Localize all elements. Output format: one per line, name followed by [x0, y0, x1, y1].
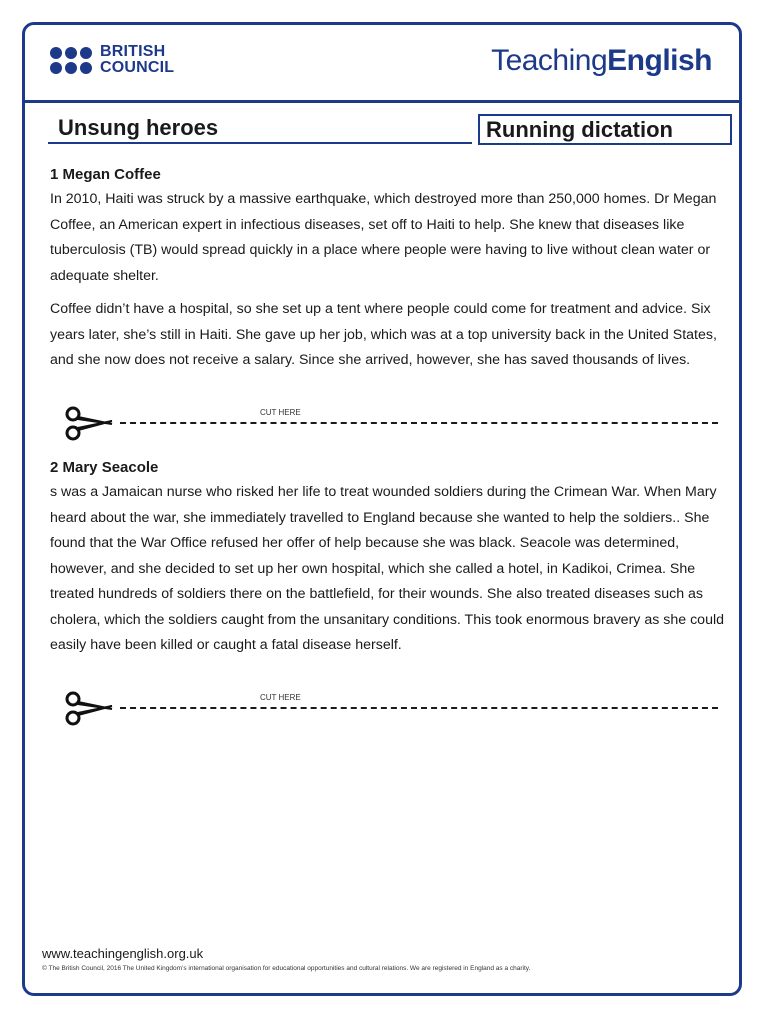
dashed-cut-line [120, 422, 718, 424]
scissors-icon [62, 689, 120, 729]
section-megan-coffee [50, 165, 730, 382]
teaching-english-logo [491, 44, 712, 78]
dashed-cut-line [120, 707, 718, 709]
footer-copyright: © The British Council, 2016 The United Kingdom’s international organisation for educational opportunities and cultural relations. We are registered in England as a charity. [42, 965, 531, 972]
bc-logo-line1: BRITISH [100, 43, 166, 60]
paragraph: s was a Jamaican nurse who risked her life to treat wounded soldiers during the Crimean War. When Mary heard about the war, she immediately travelled to England because she wanted to help the soldiers.. She found that the War Office refused her offer of help because she was black. Seacole was determined, however, and she decided to set up her own hospital, which she called a hotel, in Kadikoi, Crimea. She treated hundreds of soldiers there on the battlefield, for their wounds. She also treated diseases such as cholera, which the soldiers caught from the unsanitary conditions. This took enormous bravery as she could easily have been killed or caught a fatal disease herself. [50, 484, 724, 653]
worksheet-title: Unsung heroes [48, 114, 472, 144]
cut-here-label: CUT HERE [260, 693, 301, 702]
cut-here-label: CUT HERE [260, 408, 301, 417]
footer-url[interactable]: www.teachingenglish.org.uk [42, 946, 204, 961]
paragraph: In 2010, Haiti was struck by a massive earthquake, which destroyed more than 250,000 homes. Dr Megan Coffee, an American expert in infectious diseases, set off to Haiti to help. She knew that diseases like tuberculosis (TB) would spread quickly in a place where people were having to live without clean water or adequate shelter. [50, 191, 717, 284]
bc-logo-line2: COUNCIL [100, 59, 175, 76]
paragraph: Coffee didn’t have a hospital, so she set up a tent where people could come for treatment and advice. Six years later, she’s still in Haiti. She gave up her job, which was at a top university back in the United States, and she now does not receive a salary. Since she arrived, however, she has saved thousands of lives. [50, 301, 717, 368]
cut-line [62, 689, 662, 729]
british-council-dots-icon [50, 47, 92, 74]
section-heading: 1 Megan Coffee [50, 166, 161, 183]
scissors-icon [62, 404, 120, 444]
activity-title: Running dictation [478, 114, 732, 145]
section-heading: 2 Mary Seacole [50, 459, 159, 476]
cut-line [62, 404, 662, 444]
te-logo-light: Teaching [491, 44, 608, 77]
header-divider [22, 100, 742, 103]
section-mary-seacole [50, 458, 730, 667]
british-council-logo [50, 44, 174, 76]
te-logo-bold: English [607, 44, 712, 77]
